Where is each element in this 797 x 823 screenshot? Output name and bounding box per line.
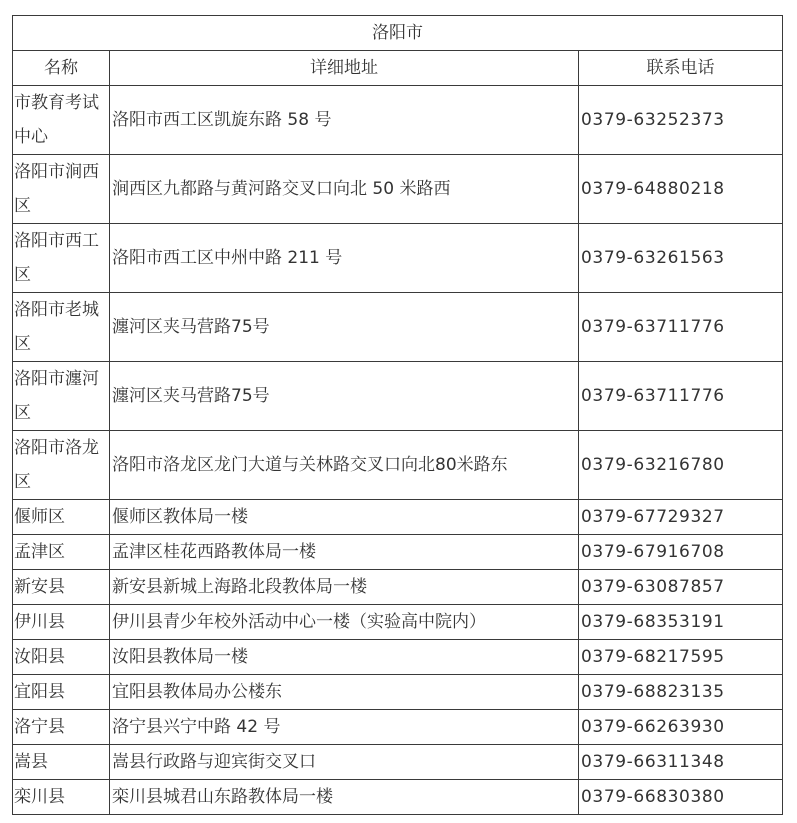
table-row <box>13 500 783 535</box>
cell-name: 栾川县 <box>13 780 110 815</box>
cell-phone: 0379-66311348 <box>579 745 783 780</box>
table-row <box>13 710 783 745</box>
cell-phone: 0379-68823135 <box>579 675 783 710</box>
cell-phone: 0379-63261563 <box>579 224 783 293</box>
header-address: 详细地址 <box>110 51 579 86</box>
table-row <box>13 570 783 605</box>
table-row <box>13 431 783 500</box>
cell-name: 嵩县 <box>13 745 110 780</box>
table-header-row <box>13 51 783 86</box>
office-contact-table <box>12 15 783 815</box>
cell-address: 洛阳市西工区凯旋东路 58 号 <box>110 86 579 155</box>
cell-name: 市教育考试中心 <box>13 86 110 155</box>
cell-phone: 0379-63711776 <box>579 362 783 431</box>
table-row <box>13 155 783 224</box>
table-row <box>13 224 783 293</box>
cell-address: 汝阳县教体局一楼 <box>110 640 579 675</box>
cell-address: 洛阳市洛龙区龙门大道与关林路交叉口向北80米路东 <box>110 431 579 500</box>
cell-name: 洛阳市洛龙区 <box>13 431 110 500</box>
table-row <box>13 745 783 780</box>
table-row <box>13 86 783 155</box>
cell-name: 洛宁县 <box>13 710 110 745</box>
cell-name: 洛阳市老城区 <box>13 293 110 362</box>
cell-phone: 0379-68217595 <box>579 640 783 675</box>
cell-address: 孟津区桂花西路教体局一楼 <box>110 535 579 570</box>
cell-phone: 0379-63711776 <box>579 293 783 362</box>
cell-address: 新安县新城上海路北段教体局一楼 <box>110 570 579 605</box>
table-row <box>13 293 783 362</box>
cell-name: 洛阳市涧西区 <box>13 155 110 224</box>
table-row <box>13 362 783 431</box>
header-name: 名称 <box>13 51 110 86</box>
cell-name: 汝阳县 <box>13 640 110 675</box>
cell-phone: 0379-67916708 <box>579 535 783 570</box>
cell-address: 宜阳县教体局办公楼东 <box>110 675 579 710</box>
cell-phone: 0379-63087857 <box>579 570 783 605</box>
cell-name: 洛阳市西工区 <box>13 224 110 293</box>
cell-address: 偃师区教体局一楼 <box>110 500 579 535</box>
cell-phone: 0379-66263930 <box>579 710 783 745</box>
table-title: 洛阳市 <box>13 16 783 51</box>
cell-address: 瀍河区夹马营路75号 <box>110 362 579 431</box>
cell-phone: 0379-63252373 <box>579 86 783 155</box>
table-row <box>13 780 783 815</box>
cell-phone: 0379-67729327 <box>579 500 783 535</box>
table-title-row <box>13 16 783 51</box>
table-row <box>13 605 783 640</box>
cell-name: 伊川县 <box>13 605 110 640</box>
cell-name: 偃师区 <box>13 500 110 535</box>
cell-phone: 0379-63216780 <box>579 431 783 500</box>
cell-address: 洛阳市西工区中州中路 211 号 <box>110 224 579 293</box>
table-row <box>13 640 783 675</box>
cell-address: 涧西区九都路与黄河路交叉口向北 50 米路西 <box>110 155 579 224</box>
table-row <box>13 535 783 570</box>
header-phone: 联系电话 <box>579 51 783 86</box>
cell-phone: 0379-64880218 <box>579 155 783 224</box>
cell-phone: 0379-66830380 <box>579 780 783 815</box>
cell-address: 栾川县城君山东路教体局一楼 <box>110 780 579 815</box>
cell-name: 新安县 <box>13 570 110 605</box>
cell-address: 伊川县青少年校外活动中心一楼（实验高中院内） <box>110 605 579 640</box>
cell-address: 洛宁县兴宁中路 42 号 <box>110 710 579 745</box>
cell-name: 洛阳市瀍河区 <box>13 362 110 431</box>
cell-phone: 0379-68353191 <box>579 605 783 640</box>
cell-address: 瀍河区夹马营路75号 <box>110 293 579 362</box>
cell-address: 嵩县行政路与迎宾街交叉口 <box>110 745 579 780</box>
cell-name: 孟津区 <box>13 535 110 570</box>
cell-name: 宜阳县 <box>13 675 110 710</box>
table-row <box>13 675 783 710</box>
